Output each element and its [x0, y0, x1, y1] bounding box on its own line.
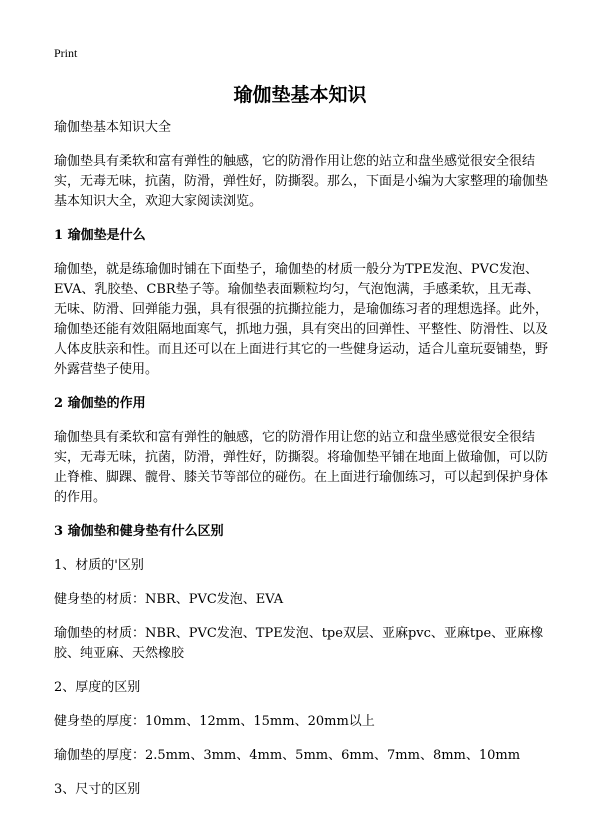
intro-paragraph: 瑜伽垫具有柔软和富有弹性的触感，它的防滑作用让您的站立和盘坐感觉很安全很结实，无毒无味，抗菌，防滑，弹性好，防撕裂。那么，下面是小编为大家整理的瑜伽垫基本知识大全，欢迎大家阅读浏览。 — [54, 154, 549, 209]
print-link[interactable]: Print — [54, 46, 78, 60]
article-subtitle: 瑜伽垫基本知识大全 — [54, 120, 172, 135]
section-paragraph: 瑜伽垫，就是练瑜伽时铺在下面垫子，瑜伽垫的材质一般分为TPE发泡、PVC发泡、EVA、乳胶垫、CBR垫子等。瑜伽垫表面颗粒均匀，气泡饱满，手感柔软，且无毒、无味、防滑、回弹能力强，具有很强的抗撕拉能力，是瑜伽练习者的理想选择。此外，瑜伽垫还能有效阻隔地面寒气，抓地力强，具有突出的回弹性、平整性、防滑性、以及人体皮肤亲和性。而且还可以在上面进行其它的一些健身运动，适合儿童玩耍铺垫，野外露营垫子使用。 — [54, 262, 549, 377]
page-title: 瑜伽垫基本知识 — [233, 84, 367, 106]
list-item: 3、尺寸的区别 — [54, 782, 141, 797]
list-item: 健身垫的材质：NBR、PVC发泡、EVA — [54, 592, 284, 607]
list-item: 健身垫的厚度：10mm、12mm、15mm、20mm以上 — [54, 714, 375, 729]
section-paragraph: 瑜伽垫具有柔软和富有弹性的触感，它的防滑作用让您的站立和盘坐感觉很安全很结实，无毒无味，抗菌，防滑，弹性好，防撕裂。将瑜伽垫平铺在地面上做瑜伽，可以防止脊椎、脚踝、髋骨、膝关节等部位的碰伤。在上面进行瑜伽练习，可以起到保护身体的作用。 — [54, 430, 549, 505]
section-heading: 1 瑜伽垫是什么 — [54, 228, 146, 243]
list-item: 瑜伽垫的厚度：2.5mm、3mm、4mm、5mm、6mm、7mm、8mm、10mm — [54, 748, 521, 763]
article-body — [54, 118, 550, 814]
section-heading: 3 瑜伽垫和健身垫有什么区别 — [54, 524, 224, 539]
list-item: 1、材质的'区别 — [54, 558, 144, 573]
section-heading: 2 瑜伽垫的作用 — [54, 396, 146, 411]
list-item: 瑜伽垫的材质：NBR、PVC发泡、TPE发泡、tpe双层、亚麻pvc、亚麻tpe、亚麻橡胶、纯亚麻、天然橡胶 — [54, 626, 544, 661]
list-item: 2、厚度的区别 — [54, 680, 141, 695]
